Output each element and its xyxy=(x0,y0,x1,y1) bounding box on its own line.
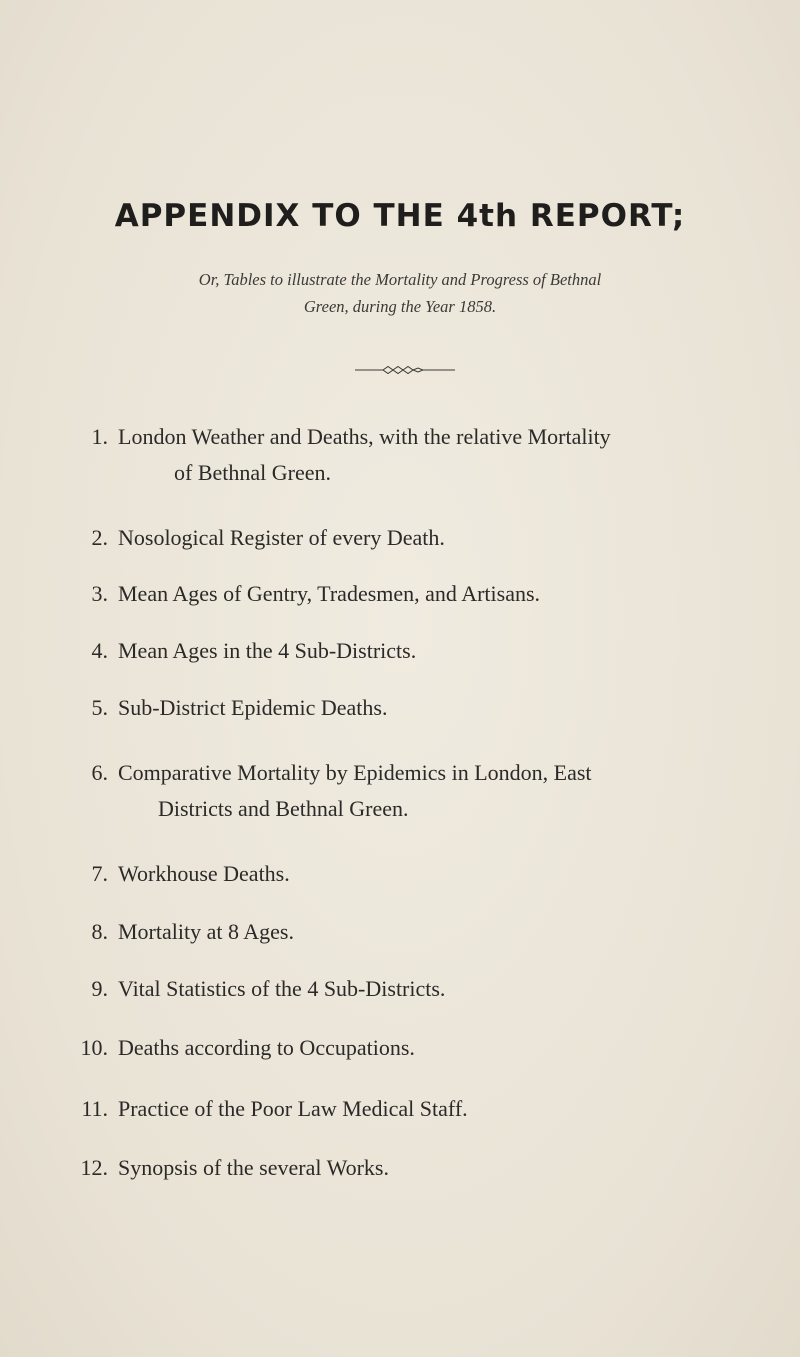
item-number: 11. xyxy=(81,1096,108,1121)
item-number: 8. xyxy=(91,919,108,944)
item-text xyxy=(118,419,748,491)
item-text-line: London Weather and Deaths, with the relative Mortality xyxy=(118,424,611,449)
item-number: 9. xyxy=(91,976,108,1001)
item-text-line: Comparative Mortality by Epidemics in London, East xyxy=(118,760,592,785)
item-text: Nosological Register of every Death. xyxy=(118,525,445,550)
item-text: Vital Statistics of the 4 Sub-Districts. xyxy=(118,976,446,1001)
item-text: Synopsis of the several Works. xyxy=(118,1155,389,1180)
item-text xyxy=(118,755,748,827)
item-text: Workhouse Deaths. xyxy=(118,861,290,886)
item-number: 3. xyxy=(91,581,108,606)
item-text: Deaths according to Occupations. xyxy=(118,1035,415,1060)
subtitle-line-1: Or, Tables to illustrate the Mortality and Progress of Bethnal xyxy=(198,270,602,289)
item-number: 7. xyxy=(91,861,108,886)
item-number: 5. xyxy=(91,695,108,720)
item-text-line: of Bethnal Green. xyxy=(174,460,331,485)
item-number: 1. xyxy=(91,424,108,449)
item-text-line: Districts and Bethnal Green. xyxy=(158,796,409,821)
item-text: Mortality at 8 Ages. xyxy=(118,919,294,944)
item-text: Sub-District Epidemic Deaths. xyxy=(118,695,388,720)
item-text: Mean Ages of Gentry, Tradesmen, and Artisans. xyxy=(118,581,541,606)
page-title: APPENDIX TO THE 4th REPORT; xyxy=(114,198,686,234)
item-number: 10. xyxy=(80,1035,108,1060)
item-number: 12. xyxy=(80,1155,108,1180)
item-number: 2. xyxy=(91,525,108,550)
item-text: Practice of the Poor Law Medical Staff. xyxy=(118,1096,468,1121)
item-number: 4. xyxy=(91,638,108,663)
item-number: 6. xyxy=(91,760,108,785)
item-text: Mean Ages in the 4 Sub-Districts. xyxy=(118,638,417,663)
subtitle-line-2: Green, during the Year 1858. xyxy=(303,297,497,316)
